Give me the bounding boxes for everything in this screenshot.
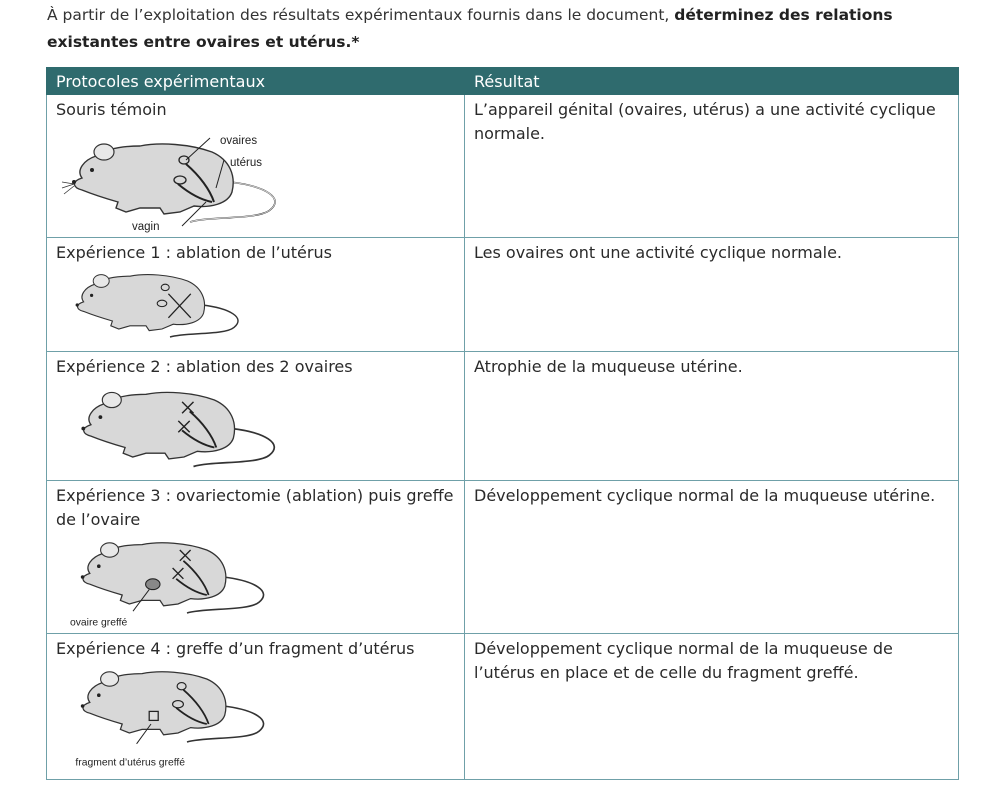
- result-cell: L’appareil génital (ovaires, utérus) a une activité cyclique normale.: [465, 95, 959, 238]
- mouse-figure-exp2: [56, 379, 455, 477]
- protocol-label: Expérience 1 : ablation de l’utérus: [56, 243, 332, 262]
- label-vagin: vagin: [132, 221, 160, 233]
- header-protocols: Protocoles expérimentaux: [47, 68, 465, 95]
- mouse-figure-exp4: [56, 661, 455, 773]
- table-header-row: [47, 68, 959, 95]
- protocol-cell: [47, 238, 465, 352]
- table-row: [47, 95, 959, 238]
- label-uterus: utérus: [230, 157, 262, 169]
- mouse-illustration: [56, 379, 296, 477]
- protocol-label: Souris témoin: [56, 100, 167, 119]
- mouse-illustration: [56, 265, 296, 347]
- protocol-cell: [47, 95, 465, 238]
- protocol-cell: [47, 634, 465, 780]
- mouse-illustration: [56, 532, 296, 630]
- protocol-label: Expérience 2 : ablation des 2 ovaires: [56, 357, 353, 376]
- protocol-label: Expérience 3 : ovariectomie (ablation) puis greffe de l’ovaire: [56, 486, 454, 529]
- result-cell: Atrophie de la muqueuse utérine.: [465, 352, 959, 481]
- protocol-cell: [47, 352, 465, 481]
- table-row: [47, 352, 959, 481]
- header-result: Résultat: [465, 68, 959, 95]
- mouse-figure-control: [56, 122, 455, 232]
- table-row: [47, 238, 959, 352]
- label-ovaires: ovaires: [220, 135, 258, 147]
- protocol-cell: [47, 481, 465, 634]
- mouse-illustration: [56, 661, 296, 773]
- experiments-table: [46, 67, 959, 780]
- result-cell: Développement cyclique normal de la muqueuse de l’utérus en place et de celle du fragment greffé.: [465, 634, 959, 780]
- mouse-illustration: [56, 122, 296, 232]
- label-graft: ovaire greffé: [70, 617, 128, 629]
- table-row: [47, 634, 959, 780]
- question-text: [47, 2, 967, 56]
- mouse-figure-exp3: [56, 532, 455, 630]
- result-cell: Les ovaires ont une activité cyclique normale.: [465, 238, 959, 352]
- mouse-figure-exp1: [56, 265, 455, 347]
- question-bold: déterminez des relations existantes entre ovaires et utérus.*: [47, 6, 893, 51]
- table-row: [47, 481, 959, 634]
- label-graft: fragment d’utérus greffé: [75, 757, 186, 769]
- question-prefix: À partir de l’exploitation des résultats expérimentaux fournis dans le document,: [47, 6, 675, 24]
- result-cell: Développement cyclique normal de la muqueuse utérine.: [465, 481, 959, 634]
- protocol-label: Expérience 4 : greffe d’un fragment d’utérus: [56, 639, 415, 658]
